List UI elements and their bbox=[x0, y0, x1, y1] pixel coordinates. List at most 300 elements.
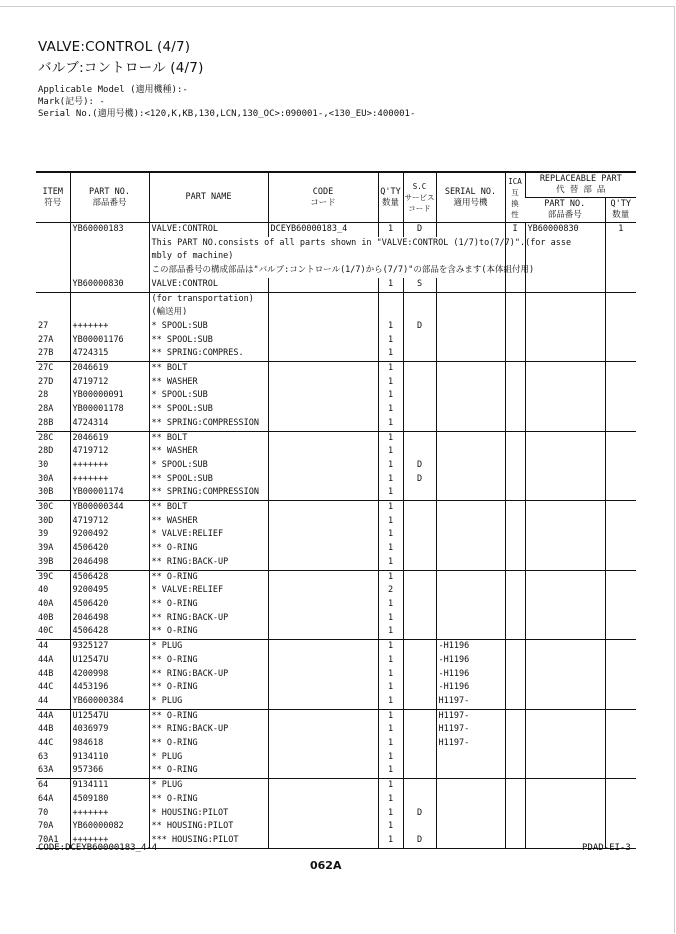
cell-item: 44C bbox=[38, 738, 54, 749]
cell-qty: 1 bbox=[378, 223, 403, 237]
cell-name: (輸送用) bbox=[149, 306, 268, 320]
cell-item: 27C bbox=[36, 362, 70, 376]
cell-part-no: 957366 bbox=[70, 764, 149, 778]
cell-qty: 1 bbox=[378, 779, 403, 793]
cell-name: ** SPRING:COMPRES. bbox=[149, 347, 268, 361]
table-row bbox=[36, 654, 636, 668]
cell-ica bbox=[505, 807, 525, 821]
cell-qty: 1 bbox=[378, 640, 403, 654]
cell-name: ** O-RING bbox=[149, 764, 268, 778]
cell-code bbox=[268, 751, 378, 765]
table-row bbox=[36, 598, 636, 612]
table-row bbox=[36, 695, 636, 709]
cell-part-no: YB60000082 bbox=[70, 820, 149, 834]
cell-sc bbox=[403, 737, 436, 751]
cell-ica bbox=[505, 793, 525, 807]
cell-repl-qty bbox=[605, 515, 636, 529]
cell-part-no: +++++++ bbox=[70, 807, 149, 821]
table-row bbox=[36, 556, 636, 570]
cell-qty: 1 bbox=[378, 793, 403, 807]
cell-sc bbox=[403, 501, 436, 515]
cell-qty: 1 bbox=[378, 389, 403, 403]
cell-item: 44 bbox=[36, 640, 70, 654]
cell-ica bbox=[505, 250, 525, 264]
cell-name: * PLUG bbox=[149, 695, 268, 709]
cell-repl-no bbox=[525, 640, 605, 654]
cell-qty: 1 bbox=[378, 654, 403, 668]
cell-ica bbox=[505, 431, 525, 445]
header-part-name: PART NAME bbox=[149, 172, 268, 223]
cell-qty: 2 bbox=[378, 584, 403, 598]
cell-qty: 1 bbox=[378, 403, 403, 417]
cell-part-no: +++++++ bbox=[70, 459, 149, 473]
table-row bbox=[36, 515, 636, 529]
cell-repl-no bbox=[525, 570, 605, 584]
cell-ica bbox=[505, 681, 525, 695]
cell-serial bbox=[436, 431, 505, 445]
table-row bbox=[36, 320, 636, 334]
cell-sc: D bbox=[403, 223, 436, 237]
cell-repl-no bbox=[525, 654, 605, 668]
cell-serial bbox=[436, 376, 505, 390]
cell-part-no bbox=[70, 250, 149, 264]
cell-sc bbox=[403, 445, 436, 459]
cell-repl-no bbox=[525, 389, 605, 403]
cell-part-no: 4453196 bbox=[70, 681, 149, 695]
cell-repl-no bbox=[525, 625, 605, 639]
cell-serial bbox=[436, 528, 505, 542]
cell-repl-qty bbox=[605, 751, 636, 765]
cell-ica bbox=[505, 376, 525, 390]
cell-serial bbox=[436, 793, 505, 807]
cell-sc bbox=[403, 515, 436, 529]
cell-part-no: U12547U bbox=[70, 654, 149, 668]
cell-repl-qty bbox=[605, 376, 636, 390]
cell-item: 44B bbox=[38, 724, 54, 735]
cell-repl-no bbox=[525, 584, 605, 598]
cell-repl-no bbox=[525, 598, 605, 612]
cell-repl-no bbox=[525, 723, 605, 737]
cell-name: ** WASHER bbox=[149, 445, 268, 459]
cell-code bbox=[268, 445, 378, 459]
cell-sc: D bbox=[403, 320, 436, 334]
cell-repl-qty bbox=[605, 528, 636, 542]
cell-code bbox=[268, 668, 378, 682]
header-item: ITEM 符号 bbox=[36, 172, 70, 223]
cell-part-no: 4200998 bbox=[70, 668, 149, 682]
cell-repl-no bbox=[525, 737, 605, 751]
cell-part-no bbox=[70, 292, 149, 306]
cell-name: ** O-RING bbox=[149, 542, 268, 556]
cell-repl-no bbox=[525, 501, 605, 515]
cell-name: ** WASHER bbox=[149, 376, 268, 390]
cell-sc bbox=[403, 820, 436, 834]
cell-qty bbox=[378, 306, 403, 320]
cell-qty: 1 bbox=[378, 515, 403, 529]
cell-code bbox=[268, 515, 378, 529]
cell-repl-no bbox=[525, 250, 605, 264]
cell-ica bbox=[505, 625, 525, 639]
cell-sc: D bbox=[403, 473, 436, 487]
cell-code bbox=[268, 723, 378, 737]
cell-qty: 1 bbox=[378, 834, 403, 848]
cell-name: ** O-RING bbox=[149, 681, 268, 695]
cell-repl-qty bbox=[605, 542, 636, 556]
table-row bbox=[36, 473, 636, 487]
cell-serial bbox=[436, 764, 505, 778]
table-row bbox=[36, 306, 636, 320]
cell-sc bbox=[403, 598, 436, 612]
cell-ica: I bbox=[505, 223, 525, 237]
cell-repl-no bbox=[525, 820, 605, 834]
cell-item: 40C bbox=[38, 626, 54, 637]
cell-sc bbox=[403, 334, 436, 348]
table-row bbox=[36, 584, 636, 598]
cell-name: * PLUG bbox=[149, 779, 268, 793]
cell-part-no: 4719712 bbox=[70, 376, 149, 390]
cell-repl-no bbox=[525, 403, 605, 417]
cell-repl-no bbox=[525, 528, 605, 542]
cell-code bbox=[268, 417, 378, 431]
cell-item: 30 bbox=[38, 459, 49, 470]
cell-repl-no bbox=[525, 417, 605, 431]
parts-table bbox=[36, 171, 636, 849]
cell-repl-no bbox=[525, 681, 605, 695]
cell-code bbox=[268, 807, 378, 821]
cell-serial bbox=[436, 542, 505, 556]
cell-repl-no bbox=[525, 486, 605, 500]
cell-ica bbox=[505, 417, 525, 431]
header-ica: ICA 互 換 性 bbox=[505, 172, 525, 223]
cell-name bbox=[149, 237, 572, 251]
cell-code bbox=[268, 376, 378, 390]
cell-ica bbox=[505, 445, 525, 459]
cell-repl-no bbox=[525, 556, 605, 570]
cell-qty: 1 bbox=[378, 347, 403, 361]
cell-ica bbox=[505, 306, 525, 320]
cell-serial bbox=[436, 834, 505, 848]
cell-repl-qty bbox=[605, 389, 636, 403]
cell-ica bbox=[505, 486, 525, 500]
cell-name: ** BOLT bbox=[149, 501, 268, 515]
table-row bbox=[36, 751, 636, 765]
cell-repl-no bbox=[525, 695, 605, 709]
cell-repl-no bbox=[525, 709, 605, 723]
cell-item: 39C bbox=[36, 570, 70, 584]
table-row bbox=[36, 431, 636, 445]
cell-repl-no bbox=[525, 362, 605, 376]
cell-ica bbox=[505, 779, 525, 793]
cell-serial: H1197- bbox=[436, 737, 505, 751]
cell-name: VALVE:CONTROL bbox=[149, 278, 268, 292]
cell-name: ** RING:BACK-UP bbox=[149, 556, 268, 570]
cell-repl-no bbox=[525, 751, 605, 765]
cell-ica bbox=[505, 334, 525, 348]
note-text: This PART NO.consists of all parts shown in "VALVE:CONTROL (1/7)to(7/7)".(for asse bbox=[151, 237, 572, 248]
header-service-code: S.C サービス コード bbox=[403, 172, 436, 223]
cell-qty: 1 bbox=[378, 417, 403, 431]
cell-repl-no bbox=[525, 320, 605, 334]
cell-repl-qty: 1 bbox=[605, 223, 636, 237]
cell-serial bbox=[436, 807, 505, 821]
cell-repl-qty bbox=[605, 278, 636, 292]
cell-serial bbox=[436, 612, 505, 626]
cell-ica bbox=[505, 347, 525, 361]
cell-part-no: 4506420 bbox=[70, 542, 149, 556]
cell-serial bbox=[436, 779, 505, 793]
cell-code bbox=[268, 612, 378, 626]
cell-item: 28 bbox=[38, 390, 49, 401]
serial-number: Serial No.(適用号機):<120,K,KB,130,LCN,130_OC>:090001-,<130_EU>:400001- bbox=[38, 109, 416, 119]
cell-ica bbox=[505, 751, 525, 765]
cell-code bbox=[268, 473, 378, 487]
table-row bbox=[36, 501, 636, 515]
cell-qty: 1 bbox=[378, 625, 403, 639]
cell-name: ** SPRING:COMPRESSION bbox=[149, 417, 268, 431]
cell-part-no: YB60000183 bbox=[70, 223, 149, 237]
page-title: VALVE:CONTROL (4/7) bbox=[38, 39, 191, 55]
table-row bbox=[36, 223, 636, 237]
cell-name: * HOUSING:PILOT bbox=[149, 807, 268, 821]
cell-serial bbox=[436, 445, 505, 459]
cell-repl-no bbox=[525, 515, 605, 529]
cell-item: 44A bbox=[36, 709, 70, 723]
cell-ica bbox=[505, 528, 525, 542]
cell-code bbox=[268, 320, 378, 334]
cell-qty: 1 bbox=[378, 723, 403, 737]
cell-item: 27 bbox=[38, 320, 49, 331]
cell-name: ** BOLT bbox=[149, 431, 268, 445]
cell-repl-no bbox=[525, 445, 605, 459]
cell-item: 44A bbox=[38, 654, 54, 665]
mark: Mark(記号): - bbox=[38, 97, 105, 107]
table-row bbox=[36, 612, 636, 626]
cell-code: DCEYB60000183_4 bbox=[268, 223, 378, 237]
cell-ica bbox=[505, 723, 525, 737]
cell-ica bbox=[505, 570, 525, 584]
cell-repl-qty bbox=[605, 709, 636, 723]
header-serial-no: SERIAL NO. 適用号機 bbox=[436, 172, 505, 223]
cell-qty: 1 bbox=[378, 598, 403, 612]
header-replaceable-part: REPLACEABLE PART 代 替 部 品 bbox=[525, 172, 636, 198]
cell-code bbox=[268, 695, 378, 709]
cell-qty: 1 bbox=[378, 681, 403, 695]
cell-repl-qty bbox=[605, 570, 636, 584]
cell-serial: H1197- bbox=[436, 723, 505, 737]
cell-sc bbox=[403, 654, 436, 668]
cell-name: ** WASHER bbox=[149, 515, 268, 529]
cell-repl-qty bbox=[605, 250, 636, 264]
table-row bbox=[36, 250, 636, 264]
cell-code bbox=[268, 292, 378, 306]
cell-code bbox=[268, 779, 378, 793]
cell-ica bbox=[505, 737, 525, 751]
table-row bbox=[36, 709, 636, 723]
cell-sc: D bbox=[403, 459, 436, 473]
cell-code bbox=[268, 598, 378, 612]
header-qty: Q'TY 数量 bbox=[378, 172, 403, 223]
cell-code bbox=[268, 403, 378, 417]
cell-code bbox=[268, 501, 378, 515]
table-row bbox=[36, 681, 636, 695]
cell-item: 30D bbox=[38, 515, 54, 526]
cell-repl-qty bbox=[605, 486, 636, 500]
cell-item bbox=[36, 306, 70, 320]
cell-item: 39B bbox=[38, 556, 54, 567]
cell-ica bbox=[505, 501, 525, 515]
cell-code bbox=[268, 737, 378, 751]
cell-sc bbox=[403, 681, 436, 695]
cell-qty: 1 bbox=[378, 376, 403, 390]
cell-code bbox=[268, 431, 378, 445]
cell-part-no: 9134110 bbox=[70, 751, 149, 765]
cell-name: *** HOUSING:PILOT bbox=[149, 834, 268, 848]
cell-item bbox=[36, 223, 70, 237]
cell-part-no bbox=[70, 264, 149, 278]
cell-part-no: 4509180 bbox=[70, 793, 149, 807]
cell-part-no: +++++++ bbox=[70, 320, 149, 334]
cell-item: 28A bbox=[38, 404, 54, 415]
cell-name: ** SPRING:COMPRESSION bbox=[149, 486, 268, 500]
cell-repl-qty bbox=[605, 764, 636, 778]
cell-ica bbox=[505, 292, 525, 306]
cell-item: 28D bbox=[38, 446, 54, 457]
cell-code bbox=[268, 486, 378, 500]
table-row bbox=[36, 528, 636, 542]
cell-serial: -H1196 bbox=[436, 681, 505, 695]
cell-serial bbox=[436, 515, 505, 529]
cell-sc bbox=[403, 403, 436, 417]
cell-repl-qty bbox=[605, 779, 636, 793]
cell-name bbox=[149, 250, 268, 264]
cell-qty: 1 bbox=[378, 542, 403, 556]
cell-item: 39 bbox=[38, 529, 49, 540]
cell-ica bbox=[505, 640, 525, 654]
cell-part-no: U12547U bbox=[70, 709, 149, 723]
cell-name: ** O-RING bbox=[149, 793, 268, 807]
table-row bbox=[36, 445, 636, 459]
cell-repl-qty bbox=[605, 459, 636, 473]
cell-sc bbox=[403, 779, 436, 793]
cell-qty: 1 bbox=[378, 528, 403, 542]
header-code: CODE コード bbox=[268, 172, 378, 223]
cell-ica bbox=[505, 473, 525, 487]
cell-repl-qty bbox=[605, 820, 636, 834]
cell-repl-qty bbox=[605, 793, 636, 807]
cell-sc: D bbox=[403, 834, 436, 848]
cell-part-no: YB00001178 bbox=[70, 403, 149, 417]
cell-code bbox=[268, 834, 378, 848]
cell-ica bbox=[505, 542, 525, 556]
cell-repl-qty bbox=[605, 292, 636, 306]
cell-qty: 1 bbox=[378, 556, 403, 570]
cell-repl-no bbox=[525, 278, 605, 292]
cell-name: ** RING:BACK-UP bbox=[149, 723, 268, 737]
cell-part-no: 4724315 bbox=[70, 347, 149, 361]
cell-serial bbox=[436, 292, 505, 306]
table-row bbox=[36, 640, 636, 654]
cell-sc bbox=[403, 625, 436, 639]
cell-repl-qty bbox=[605, 347, 636, 361]
page-title-jp: バルブ:コントロール (4/7) bbox=[38, 60, 204, 76]
cell-part-no: 2046498 bbox=[70, 612, 149, 626]
cell-qty: 1 bbox=[378, 320, 403, 334]
cell-qty: 1 bbox=[378, 362, 403, 376]
cell-repl-no bbox=[525, 668, 605, 682]
cell-part-no: YB60000384 bbox=[70, 695, 149, 709]
table-row bbox=[36, 459, 636, 473]
cell-ica bbox=[505, 654, 525, 668]
cell-qty: 1 bbox=[378, 751, 403, 765]
table-row bbox=[36, 237, 636, 251]
cell-part-no: 9200492 bbox=[70, 528, 149, 542]
cell-code bbox=[268, 709, 378, 723]
cell-sc bbox=[403, 542, 436, 556]
cell-code bbox=[268, 654, 378, 668]
cell-item: 44B bbox=[38, 668, 54, 679]
cell-part-no: 2046619 bbox=[70, 431, 149, 445]
cell-name: ** O-RING bbox=[149, 709, 268, 723]
cell-serial bbox=[436, 473, 505, 487]
cell-name: ** SPOOL:SUB bbox=[149, 334, 268, 348]
cell-qty: 1 bbox=[378, 570, 403, 584]
cell-repl-qty bbox=[605, 681, 636, 695]
cell-sc bbox=[403, 347, 436, 361]
cell-code bbox=[268, 584, 378, 598]
cell-code bbox=[268, 793, 378, 807]
cell-code bbox=[268, 681, 378, 695]
cell-repl-no bbox=[525, 459, 605, 473]
cell-repl-no bbox=[525, 292, 605, 306]
cell-repl-qty bbox=[605, 584, 636, 598]
cell-ica bbox=[505, 612, 525, 626]
cell-repl-no bbox=[525, 334, 605, 348]
cell-qty: 1 bbox=[378, 820, 403, 834]
cell-qty bbox=[378, 250, 403, 264]
cell-serial bbox=[436, 556, 505, 570]
cell-sc bbox=[403, 723, 436, 737]
cell-ica bbox=[505, 362, 525, 376]
cell-repl-qty bbox=[605, 612, 636, 626]
cell-sc: D bbox=[403, 807, 436, 821]
table-row bbox=[36, 278, 636, 292]
table-row bbox=[36, 542, 636, 556]
table-row bbox=[36, 793, 636, 807]
cell-repl-qty bbox=[605, 737, 636, 751]
cell-item: 63 bbox=[38, 751, 49, 762]
cell-part-no: 4506428 bbox=[70, 625, 149, 639]
cell-repl-no bbox=[525, 764, 605, 778]
cell-name: ** O-RING bbox=[149, 625, 268, 639]
cell-repl-no: YB60000830 bbox=[525, 223, 605, 237]
cell-code bbox=[268, 306, 378, 320]
cell-repl-qty bbox=[605, 264, 636, 278]
cell-item bbox=[36, 264, 70, 278]
table-row bbox=[36, 417, 636, 431]
cell-serial: -H1196 bbox=[436, 640, 505, 654]
cell-code bbox=[268, 820, 378, 834]
note-text: mbly of machine) bbox=[151, 251, 234, 262]
table-row bbox=[36, 486, 636, 500]
page-number: 062A bbox=[310, 859, 342, 872]
cell-code bbox=[268, 640, 378, 654]
cell-name: * SPOOL:SUB bbox=[149, 459, 268, 473]
cell-part-no: YB60000830 bbox=[70, 278, 149, 292]
cell-qty: 1 bbox=[378, 807, 403, 821]
cell-ica bbox=[505, 695, 525, 709]
table-row bbox=[36, 779, 636, 793]
cell-serial bbox=[436, 584, 505, 598]
